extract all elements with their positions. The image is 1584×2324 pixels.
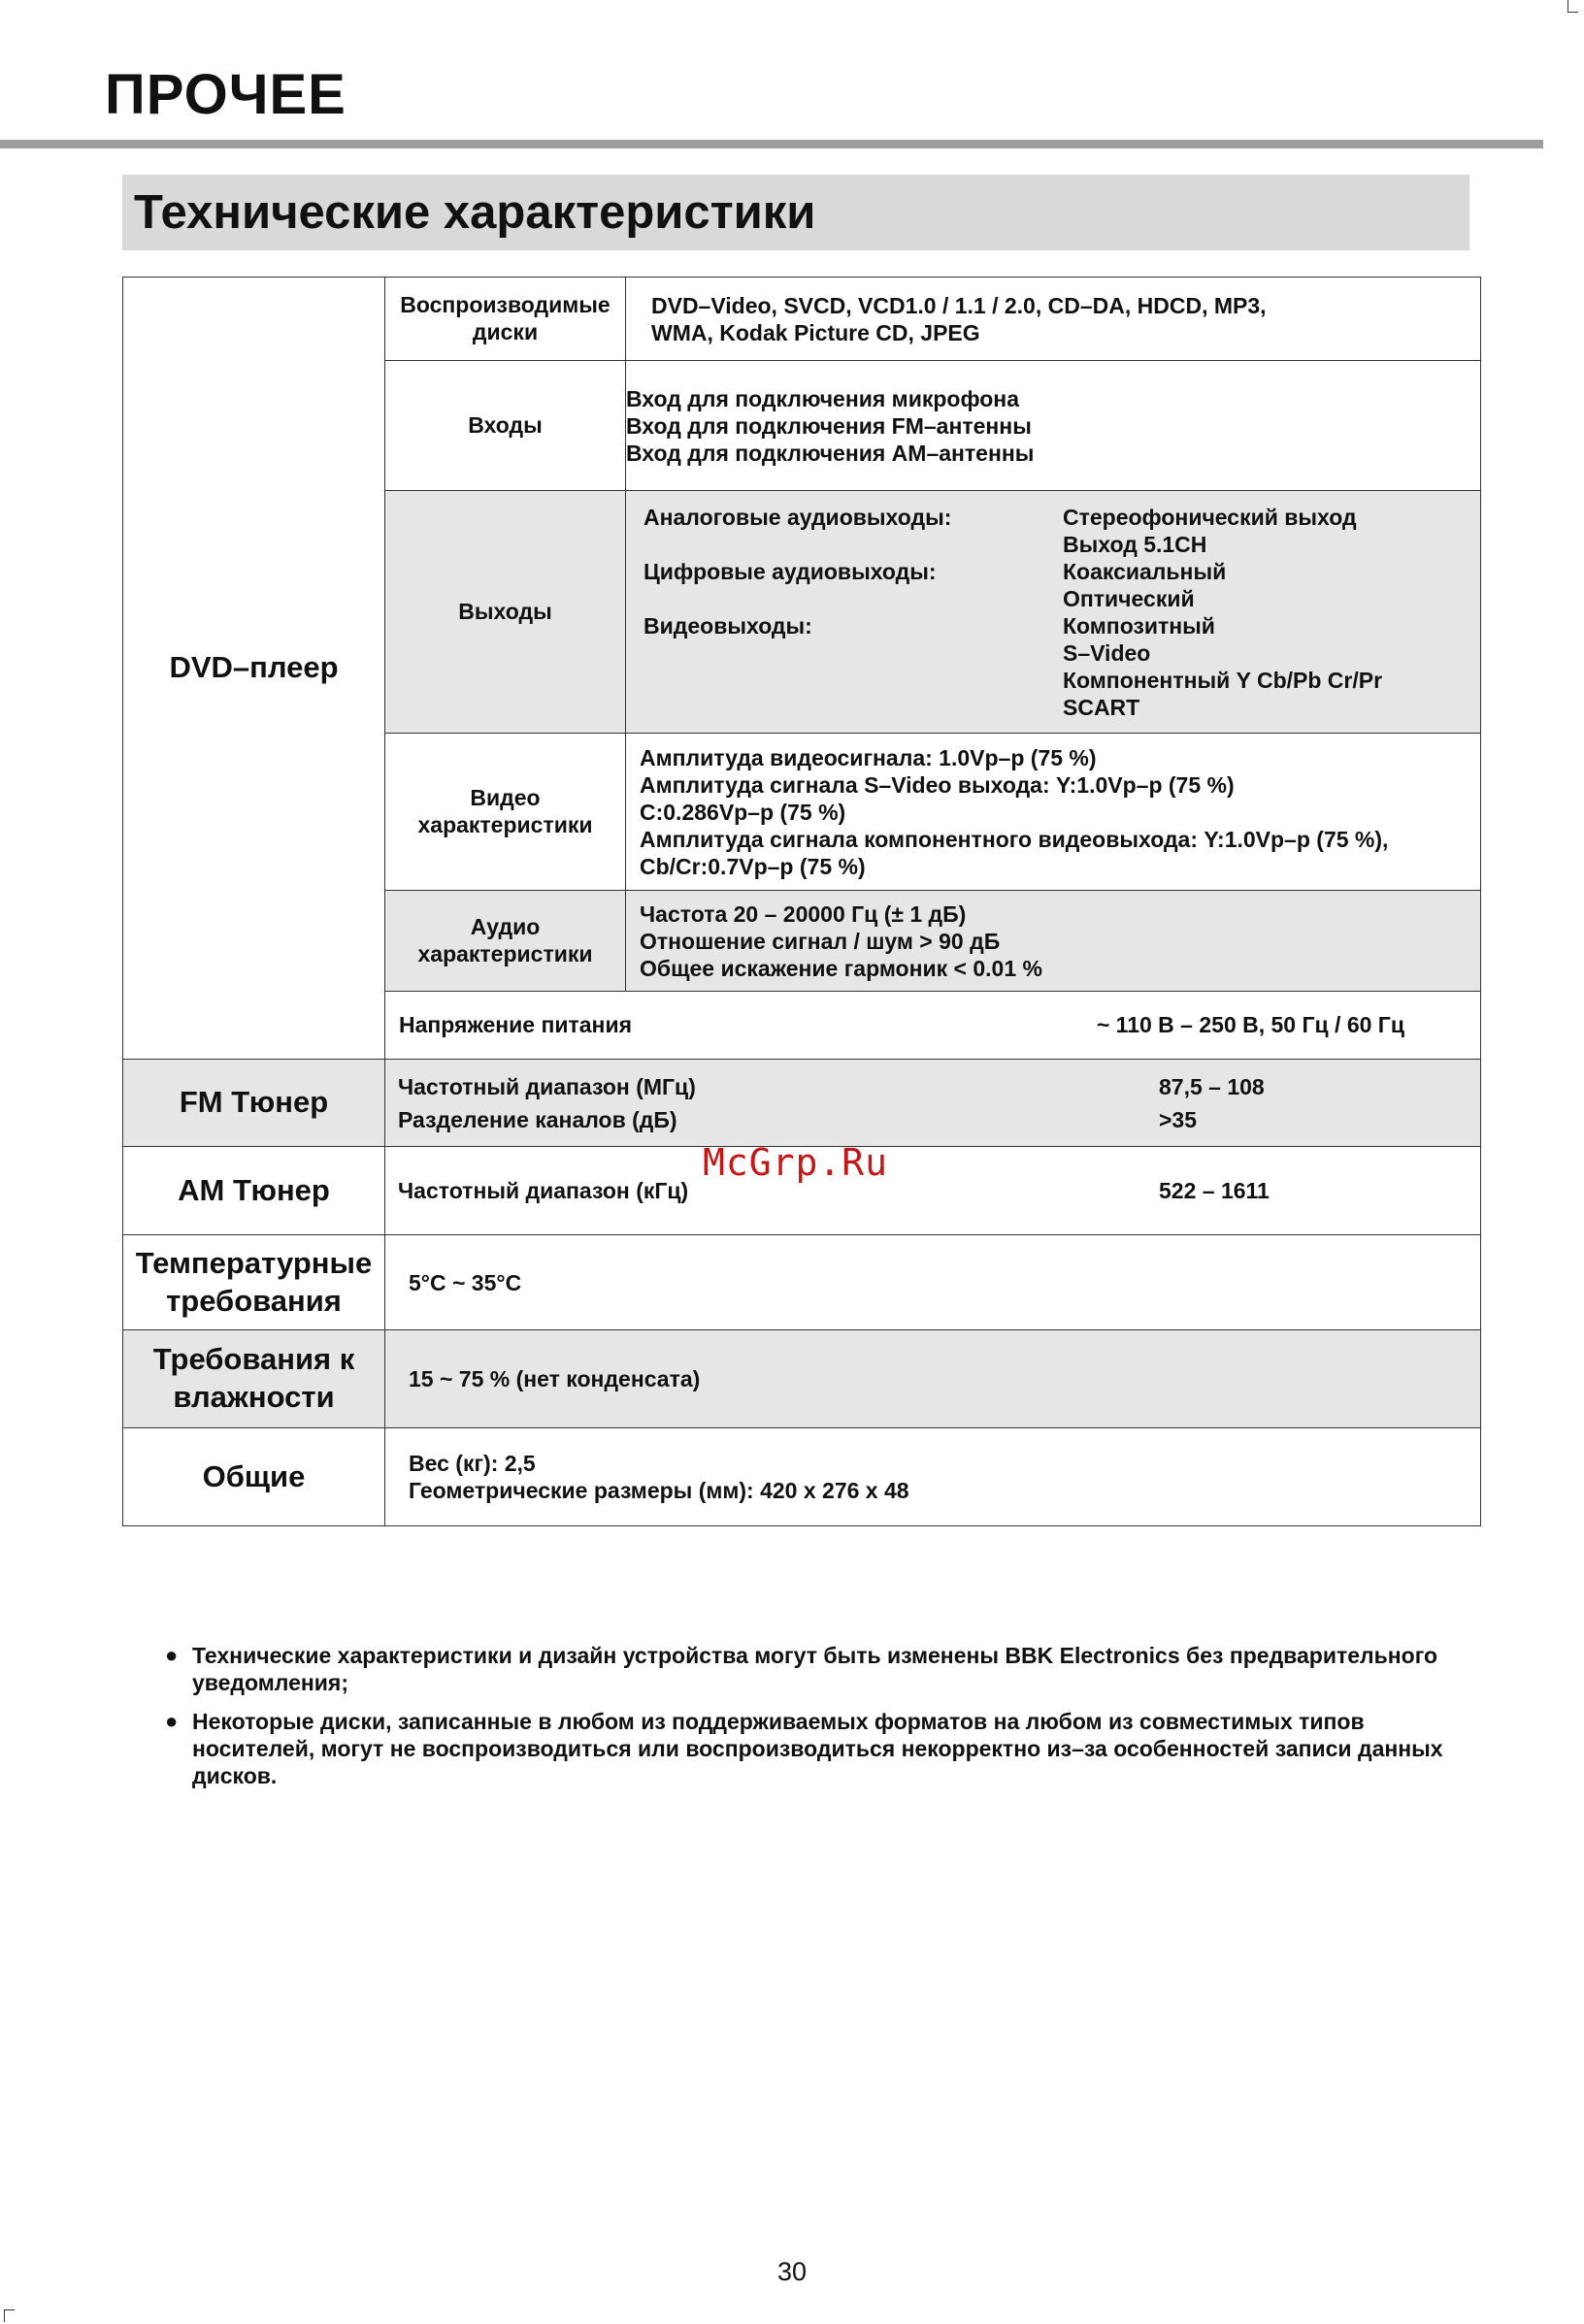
category-humidity: Требования к влажности [123,1330,385,1428]
label-video-char: Видео характеристики [385,734,626,891]
video-values [1063,612,1480,721]
value-inputs [626,361,1481,491]
text-line: DVD–Video, SVCD, VCD1.0 / 1.1 / 2.0, CD–DA, HDCD, MP3, [651,292,1267,318]
text-line: Выход 5.1CH [1063,531,1207,557]
text-line: Амплитуда сигнала компонентного видеовыхода: Y:1.0Vp–p (75 %), [640,826,1389,852]
footnotes [165,1642,1456,1801]
text-line: Вход для подключения FM–антенны [626,412,1032,439]
value-outputs [626,491,1481,734]
power-value: ~ 110 В – 250 В, 50 Гц / 60 Гц [1096,1012,1404,1037]
outputs-grid [644,504,1480,721]
text-line: Вход для подключения AM–антенны [626,440,1035,466]
power-label: Напряжение питания [399,1012,633,1037]
list-item [165,1642,1456,1696]
value-audio-char [626,891,1481,992]
value-discs [626,278,1481,361]
table-row [123,1060,1481,1147]
power-row [385,992,1481,1060]
header-rule [0,140,1543,148]
digital-name: Цифровые аудиовыходы: [644,558,937,584]
category-dvd: DVD–плеер [123,278,385,1060]
text-line: Оптический [1063,585,1195,611]
label-outputs: Выходы [385,491,626,734]
analog-values [1063,504,1480,558]
text-line: Вес (кг): 2,5 [409,1451,536,1476]
power-pair [385,1012,1480,1038]
page-number: 30 [776,2257,808,2286]
list-item [165,1708,1456,1789]
subheader-bar [122,175,1469,250]
value-fm [385,1060,1481,1147]
spec-table [122,277,1481,1526]
analog-name: Аналоговые аудиовыходы: [644,504,952,530]
text-line: Амплитуда сигнала S–Video выхода: Y:1.0Vp–p (75 %) [640,771,1235,798]
fm-value: 87,5 – 108 [1159,1073,1265,1099]
text-line: Стереофонический выход [1063,504,1357,530]
text-line: WMA, Kodak Picture CD, JPEG [651,319,980,345]
section-title: ПРОЧЕЕ [105,63,346,126]
value-temp: 5°C ~ 35°C [385,1235,1481,1330]
text-line: S–Video [1063,639,1151,666]
text-line: Амплитуда видеосигнала: 1.0Vp–p (75 %) [640,744,1097,770]
category-am: AM Тюнер [123,1147,385,1235]
category-fm: FM Тюнер [123,1060,385,1147]
value-general [385,1428,1481,1526]
fm-row [398,1070,1377,1103]
label-inputs: Входы [385,361,626,491]
label-audio-char: Аудио характеристики [385,891,626,992]
text-line: Отношение сигнал / шум > 90 дБ [640,928,1001,954]
bullet-icon: ● [165,1643,179,1667]
am-value: 522 – 1611 [1159,1178,1270,1203]
table-row [123,1330,1481,1428]
text-line: Геометрические размеры (мм): 420 x 276 x 48 [409,1478,909,1503]
value-am [385,1147,1481,1235]
crop-mark-icon [4,2309,15,2322]
text-line: Cb/Cr:0.7Vp–p (75 %) [640,853,866,879]
am-label: Частотный диапазон (кГц) [398,1178,689,1203]
video-name: Видеовыходы: [644,612,812,638]
watermark: McGrp.Ru [703,1141,889,1184]
text-line: Общее искажение гармоник < 0.01 % [640,955,1042,981]
text-line: Коаксиальный [1063,558,1227,584]
category-general: Общие [123,1428,385,1526]
category-temp: Температурные требования [123,1235,385,1330]
text-line: C:0.286Vp–p (75 %) [640,799,846,825]
text-line: Вход для подключения микрофона [626,385,1019,411]
table-row [123,1235,1481,1330]
crop-mark-icon [1568,0,1578,13]
note-text: Технические характеристики и дизайн устройства могут быть изменены BBK Electronics без предварительного уведомления; [192,1643,1438,1695]
fm-row [398,1103,1377,1136]
table-row [123,278,1481,361]
digital-values [1063,558,1480,612]
text-line: SCART [1063,694,1140,720]
fm-label: Частотный диапазон (МГц) [398,1073,696,1099]
text-line: Частота 20 – 20000 Гц (± 1 дБ) [640,900,967,927]
fm-value: >35 [1159,1106,1198,1132]
note-text: Некоторые диски, записанные в любом из поддерживаемых форматов на любом из совместимых типов носителей, могут не воспроизводиться или воспроизводиться некорректно из–за особенностей записи данных дисков. [192,1709,1443,1788]
label-discs: Воспроизводимые диски [385,278,626,361]
value-video-char [626,734,1481,891]
value-humidity: 15 ~ 75 % (нет конденсата) [385,1330,1481,1428]
bullet-icon: ● [165,1709,179,1733]
text-line: Компонентный Y Cb/Pb Cr/Pr [1063,667,1383,693]
text-line: Композитный [1063,612,1215,638]
subheader-title: Технические характеристики [134,186,816,239]
table-row [123,1428,1481,1526]
fm-label: Разделение каналов (дБ) [398,1106,677,1132]
